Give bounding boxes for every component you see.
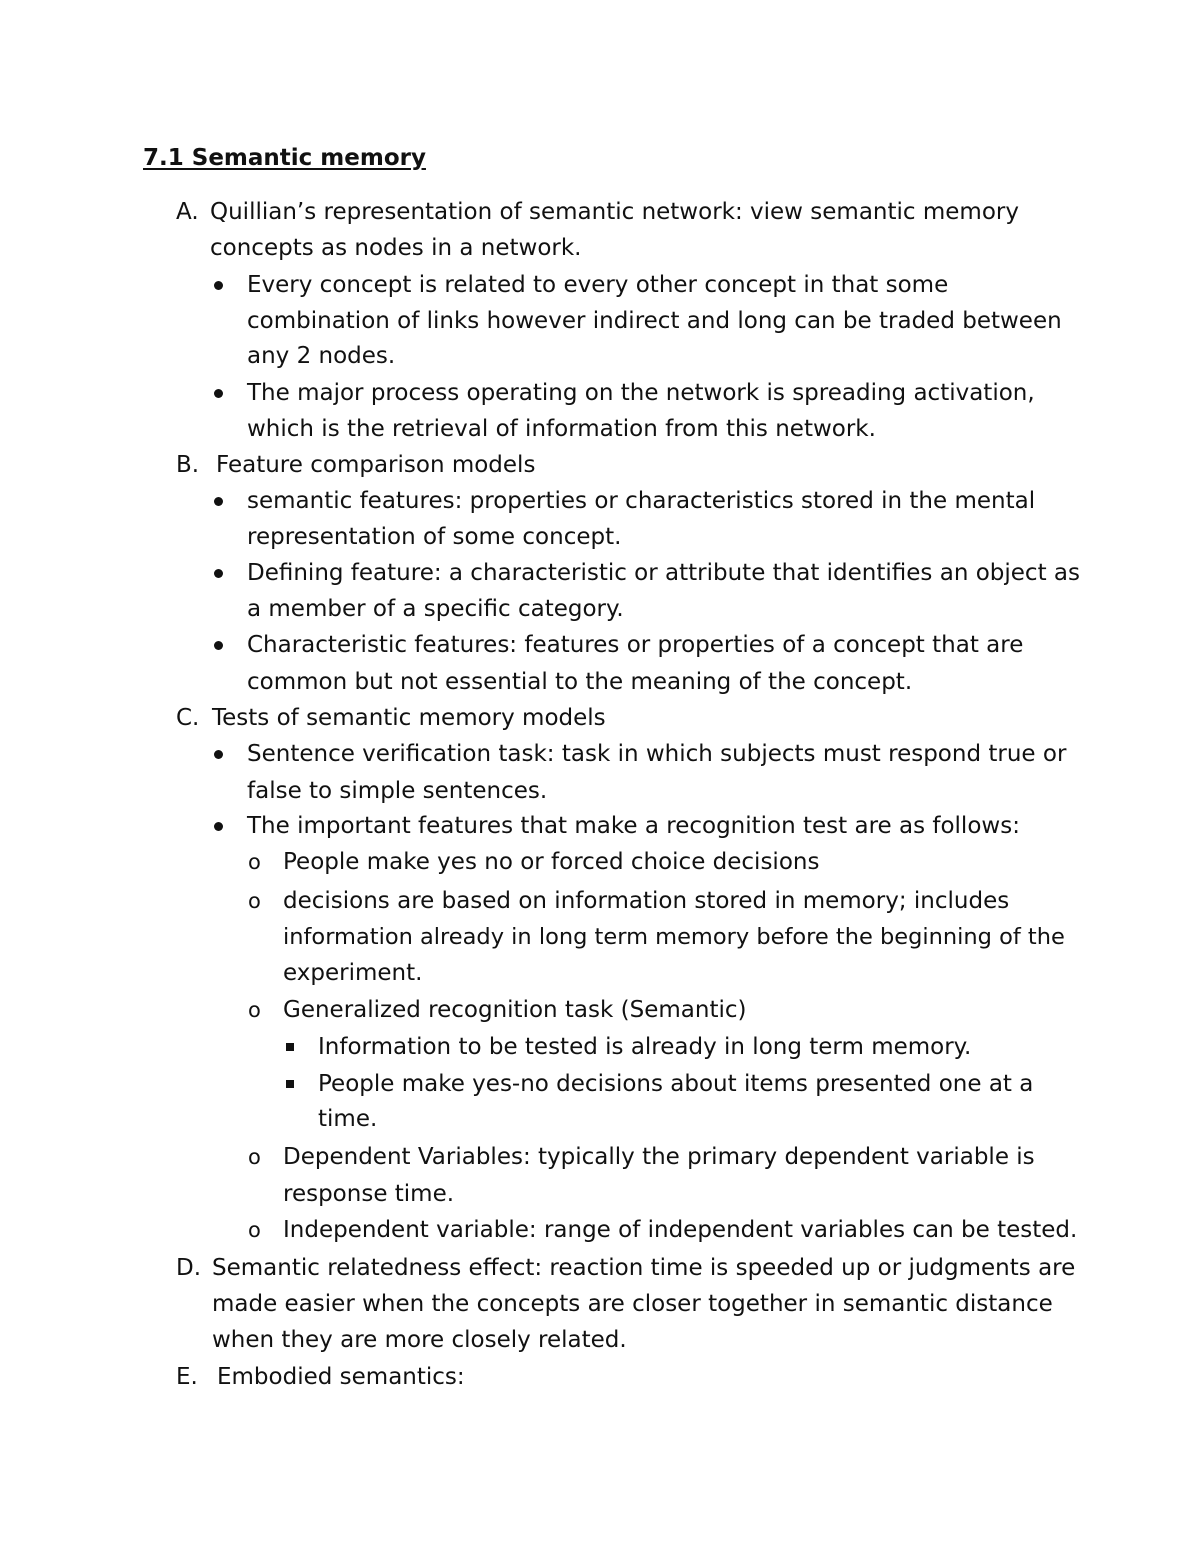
section-c-marker: C. <box>176 705 200 731</box>
section-c-line-1: Tests of semantic memory models <box>212 705 606 731</box>
section-b-bullet-2-line-1: Defining feature: a characteristic or attribute that identifies an object as <box>247 560 1080 586</box>
bullet-dot <box>214 497 223 506</box>
sub-bullet-marker: o <box>248 889 261 913</box>
section-a-bullet-1-line-1: Every concept is related to every other concept in that some <box>247 272 949 298</box>
section-c-subitem-2-line-3: experiment. <box>283 960 423 986</box>
sub-bullet-marker: o <box>248 850 261 874</box>
page-title: 7.1 Semantic memory <box>143 145 426 171</box>
section-a-bullet-1-line-2: combination of links however indirect and long can be traded between <box>247 308 1062 334</box>
section-b-bullet-3-line-2: common but not essential to the meaning of the concept. <box>247 669 913 695</box>
section-a-line-1: Quillian’s representation of semantic network: view semantic memory <box>210 199 1019 225</box>
bullet-dot <box>214 569 223 578</box>
section-b-bullet-3-line-1: Characteristic features: features or properties of a concept that are <box>247 632 1024 658</box>
bullet-dot <box>214 822 223 831</box>
section-d-marker: D. <box>176 1255 202 1281</box>
section-b-bullet-1-line-2: representation of some concept. <box>247 524 622 550</box>
section-c-subsubitem-2-line-1: People make yes-no decisions about items presented one at a <box>318 1071 1034 1097</box>
section-c-subitem-3-line-1: Generalized recognition task (Semantic) <box>283 997 747 1023</box>
sub-sub-bullet-square <box>286 1080 294 1088</box>
section-b-line-1: Feature comparison models <box>216 452 536 478</box>
sub-bullet-marker: o <box>248 1145 261 1169</box>
section-c-subitem-4-line-1: Dependent Variables: typically the primary dependent variable is <box>283 1144 1035 1170</box>
section-c-subitem-5-line-1: Independent variable: range of independent variables can be tested. <box>283 1217 1078 1243</box>
sub-bullet-marker: o <box>248 998 261 1022</box>
section-a-bullet-2-line-2: which is the retrieval of information from this network. <box>247 416 876 442</box>
section-a-bullet-1-line-3: any 2 nodes. <box>247 343 396 369</box>
section-a-bullet-2-line-1: The major process operating on the network is spreading activation, <box>247 380 1035 406</box>
bullet-dot <box>214 750 223 759</box>
section-d-line-1: Semantic relatedness effect: reaction time is speeded up or judgments are <box>212 1255 1076 1281</box>
section-c-bullet-1-line-1: Sentence verification task: task in which subjects must respond true or <box>247 741 1067 767</box>
section-b-marker: B. <box>176 452 200 478</box>
section-c-subitem-2-line-1: decisions are based on information stored in memory; includes <box>283 888 1010 914</box>
section-c-subsubitem-1-line-1: Information to be tested is already in long term memory. <box>318 1034 972 1060</box>
section-d-line-3: when they are more closely related. <box>212 1327 627 1353</box>
section-e-marker: E. <box>176 1364 198 1390</box>
section-b-bullet-1-line-1: semantic features: properties or characteristics stored in the mental <box>247 488 1036 514</box>
section-c-subsubitem-2-line-2: time. <box>318 1106 378 1132</box>
section-a-marker: A. <box>176 199 199 225</box>
bullet-dot <box>214 641 223 650</box>
section-e-line-1: Embodied semantics: <box>217 1364 465 1390</box>
sub-bullet-marker: o <box>248 1218 261 1242</box>
bullet-dot <box>214 281 223 290</box>
section-c-subitem-4-line-2: response time. <box>283 1181 455 1207</box>
section-d-line-2: made easier when the concepts are closer together in semantic distance <box>212 1291 1053 1317</box>
section-c-subitem-2-line-2: information already in long term memory before the beginning of the <box>283 924 1065 950</box>
bullet-dot <box>214 389 223 398</box>
sub-sub-bullet-square <box>286 1043 294 1051</box>
section-c-bullet-2-line-1: The important features that make a recognition test are as follows: <box>247 813 1020 839</box>
section-a-line-2: concepts as nodes in a network. <box>210 235 582 261</box>
section-c-subitem-1-line-1: People make yes no or forced choice decisions <box>283 849 820 875</box>
section-b-bullet-2-line-2: a member of a specific category. <box>247 596 624 622</box>
section-c-bullet-1-line-2: false to simple sentences. <box>247 778 548 804</box>
